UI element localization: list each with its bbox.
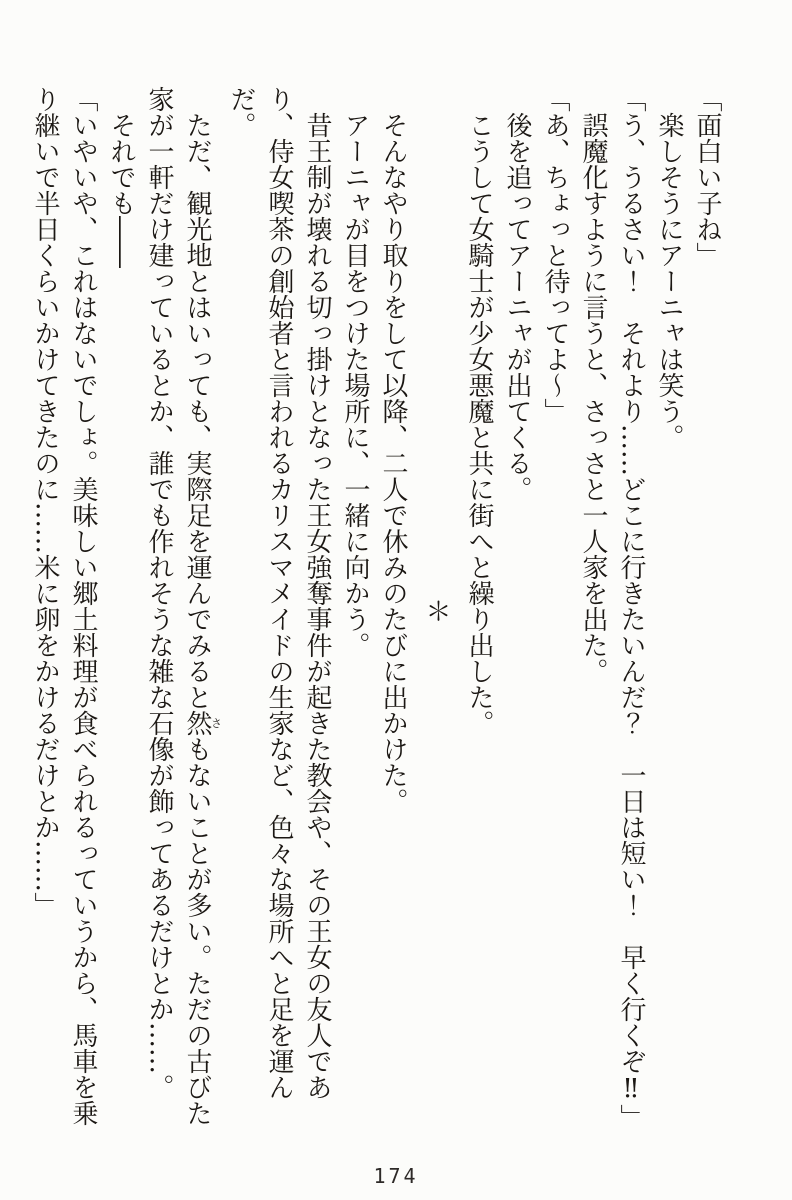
paragraph-narration: こうして女騎士が少女悪魔と共に街へと繰り出した。 [464,112,494,736]
paragraph-narration: 昔王制が壊れる切っ掛けとなった王女強奪事件が起きた教会や、その王女の友人であり、侍女喫茶の創始者と言われるカリスマメイドの生家など、色々な場所へと足を運んだ。 [226,86,332,1100]
section-separator-asterisk: ＊ [421,598,451,624]
paragraph-narration-with-ruby [140,86,222,1136]
novel-text-body [26,86,726,1136]
paragraph-narration: 後を追ってアーニャが出てくる。 [502,112,532,502]
paragraph-narration: それでも―― [106,112,136,268]
paragraph-dialogue: 「いやいや、これはないでしょ。美味しい郷土料理が食べられるっていうから、馬車を乗り継いで半日くらいかけてきたのに……米に卵をかけるだけとか……」 [30,86,98,1126]
ruby-pre-text: ただ、観光地とはいっても、実際足を運んでみると [182,112,212,710]
paragraph-narration: アーニャが目をつけた場所に、一緒に向かう。 [340,112,370,658]
ruby-furigana: さ [209,710,223,736]
page-number: 174 [373,1164,419,1188]
ruby-post-text: もないことが多い。ただの古びた家が一軒だけ建っているとか、誰でも作れそうな雑な石像が飾ってあるだけとか……。 [144,86,212,1126]
paragraph-narration: 誤魔化すように言うと、さっさと一人家を出た。 [578,112,608,684]
paragraph-dialogue: 「う、うるさい！ それより……どこに行きたいんだ？ 一日は短い！ 早く行くぞ‼」 [616,86,646,1130]
paragraph-dialogue: 「面白い子ね」 [692,86,722,268]
paragraph-narration: そんなやり取りをして以降、二人で休みのたびに出かけた。 [378,112,408,814]
paragraph-dialogue: 「あ、ちょっと待ってよ～」 [540,86,570,424]
ruby-annotation [182,710,223,736]
ruby-base: 然 [182,710,212,736]
paragraph-narration: 楽しそうにアーニャは笑う。 [654,112,684,450]
